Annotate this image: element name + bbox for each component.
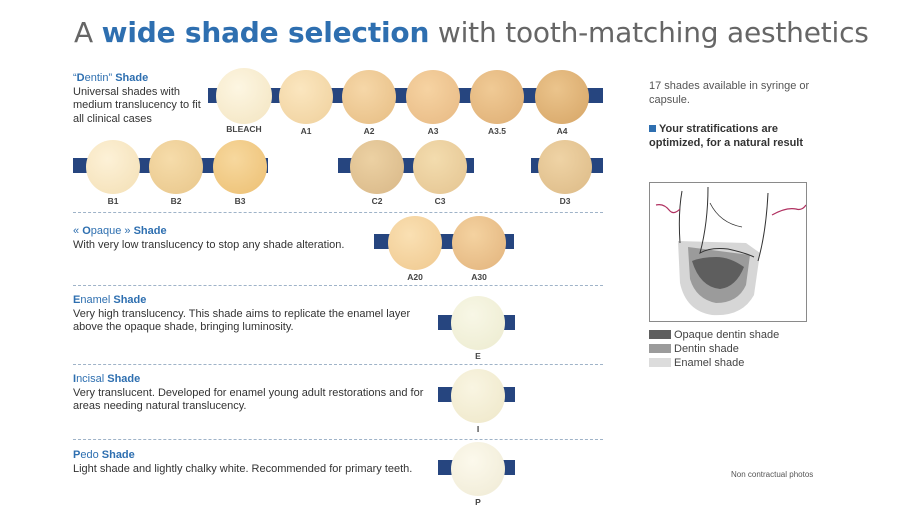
shade-disc-b1 [86,140,140,194]
shade-disc-a2 [342,70,396,124]
shade-disc-b3 [213,140,267,194]
pedo-heading: Pedo Shade [73,449,135,461]
opaque-description: With very low translucency to stop any shade alteration. [73,238,345,251]
shade-disc-d3 [538,140,592,194]
legend-opaque-dentin: Opaque dentin shade [649,329,779,342]
shade-label-c3: C3 [434,196,446,206]
enamel-section [73,294,433,335]
page-title: A wide shade selection with tooth-matching aesthetics [74,16,869,49]
legend-swatch-enamel [649,358,671,367]
shade-disc-i [451,369,505,423]
shade-disc-p [451,442,505,496]
shade-label-c2: C2 [371,196,383,206]
shade-label-a4: A4 [556,126,568,136]
shade-label-bleach: BLEACH [226,124,262,134]
disclaimer-note: Non contractual photos [731,470,814,479]
shade-disc-a1 [279,70,333,124]
pedo-section [73,449,423,476]
shade-label-d3: D3 [559,196,571,206]
bullet-square-icon [649,125,656,132]
dentin-description: Universal shades with medium translucency to fit all clinical cases [73,85,201,125]
dentin-section [73,72,213,126]
shade-disc-a3 [406,70,460,124]
shade-label-a30: A30 [471,272,487,282]
shade-label-b1: B1 [107,196,119,206]
shade-label-i: I [476,424,480,434]
enamel-heading: Enamel Shade [73,294,147,306]
enamel-description: Very high translucency. This shade aims to replicate the enamel layer above the opaque shade, bringing luminosity. [73,307,411,333]
divider [73,439,603,440]
shade-disc-b2 [149,140,203,194]
shade-label-a1: A1 [300,126,312,136]
legend-dentin: Dentin shade [649,343,739,356]
shade-label-a2: A2 [363,126,375,136]
shade-disc-bleach [216,68,272,124]
shade-label-e: E [475,351,481,361]
shade-disc-e [451,296,505,350]
stratification-text: Your stratifications are optimized, for a natural result [649,123,804,149]
divider [73,364,603,365]
incisal-section [73,373,438,414]
legend-enamel: Enamel shade [649,357,744,370]
incisal-heading: Incisal Shade [73,373,141,385]
shade-label-a3: A3 [427,126,439,136]
legend-swatch-opaque-dentin [649,330,671,339]
legend-swatch-dentin [649,344,671,353]
tooth-diagram-svg [650,183,807,322]
shade-disc-a35 [470,70,524,124]
opaque-section [73,225,363,252]
pedo-description: Light shade and lightly chalky white. Recommended for primary teeth. [73,462,413,475]
tooth-stratification-diagram [649,182,807,322]
shade-label-b2: B2 [170,196,182,206]
shade-label-b3: B3 [234,196,246,206]
shade-disc-a20 [388,216,442,270]
shade-disc-c2 [350,140,404,194]
incisal-description: Very translucent. Developed for enamel young adult restorations and for areas needing natural translucency. [73,386,424,412]
opaque-heading: « Opaque » Shade [73,225,167,237]
shade-label-p: P [475,497,481,507]
shade-label-a20: A20 [407,272,423,282]
divider [73,212,603,213]
shade-disc-c3 [413,140,467,194]
shades-count-text: 17 shades available in syringe or capsule. [649,80,810,106]
divider [73,285,603,286]
shade-disc-a4 [535,70,589,124]
shade-disc-a30 [452,216,506,270]
dentin-heading: “Dentin” Shade [73,72,149,84]
shade-label-a35: A3.5 [488,126,506,136]
